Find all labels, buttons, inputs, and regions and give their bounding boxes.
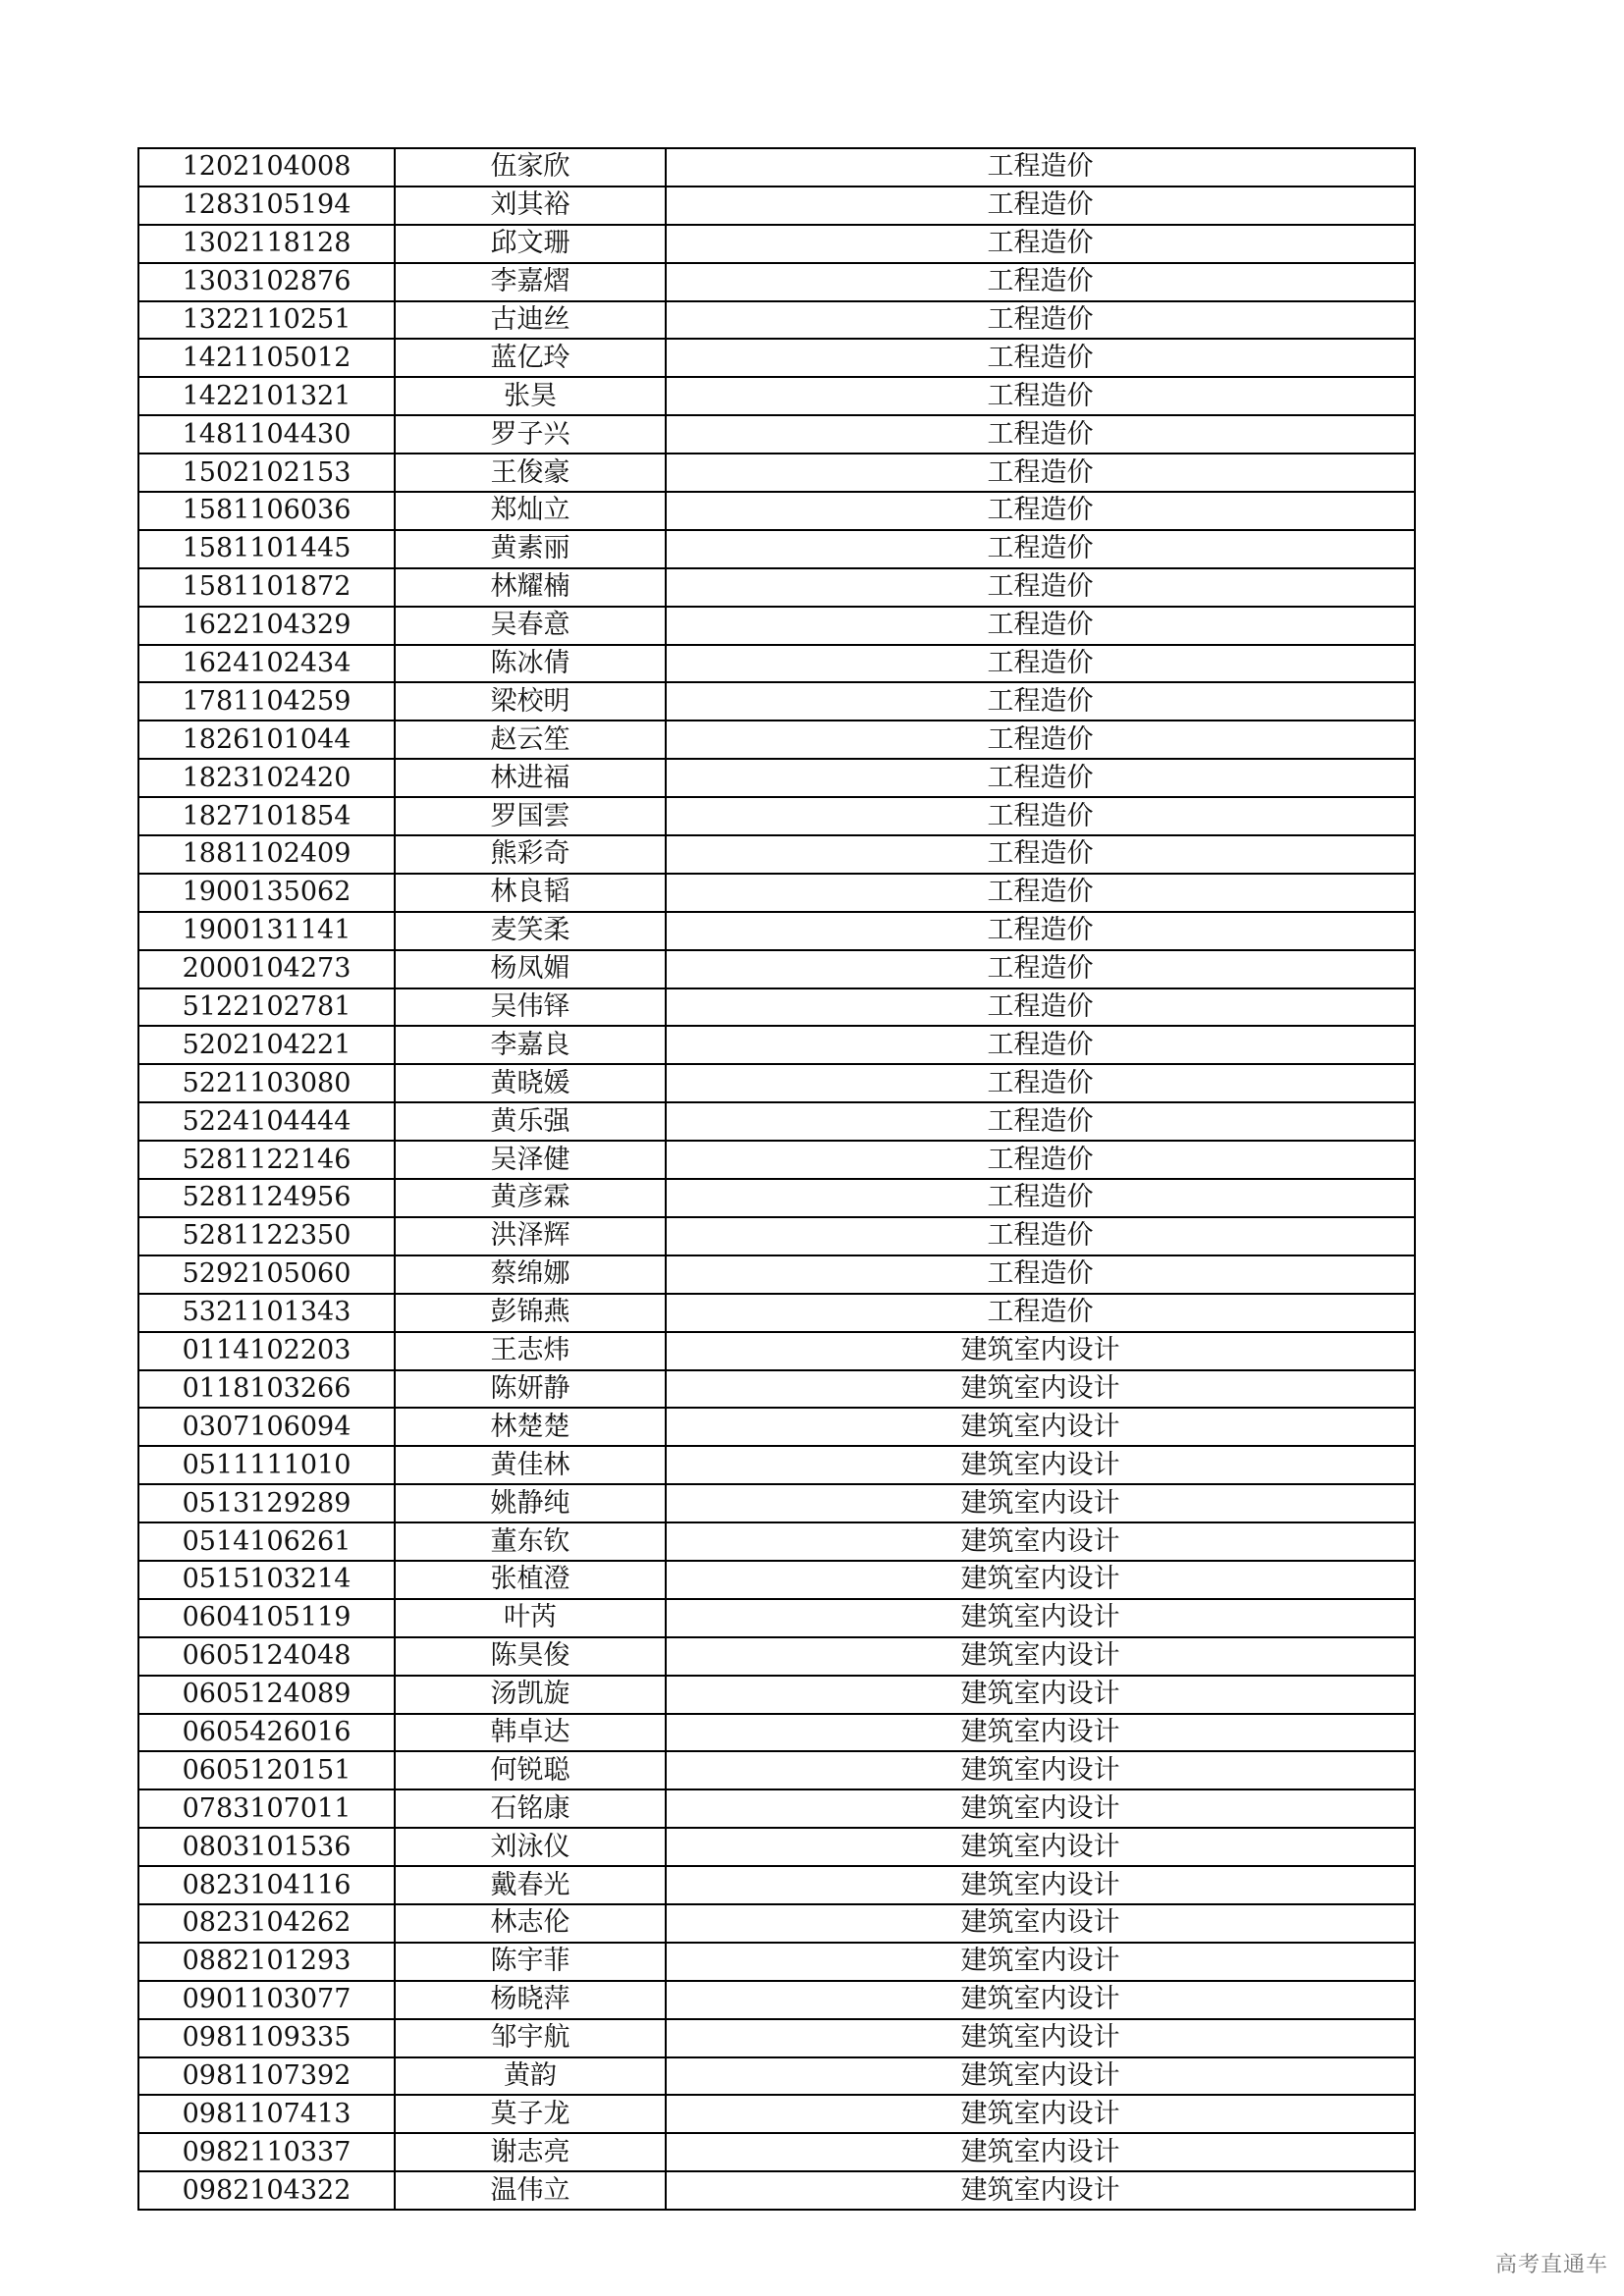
student-name-cell: 邱文珊: [395, 225, 666, 263]
table-row: [138, 988, 1415, 1027]
table-row: [138, 1561, 1415, 1599]
student-name-cell: 戴春光: [395, 1866, 666, 1904]
student-id-cell: 1303102876: [138, 263, 395, 301]
major-cell: 建筑室内设计: [666, 1370, 1415, 1409]
student-name-cell: 董东钦: [395, 1522, 666, 1561]
student-name-cell: 刘其裕: [395, 187, 666, 225]
table-row: [138, 2019, 1415, 2057]
student-name-cell: 张植澄: [395, 1561, 666, 1599]
major-cell: 工程造价: [666, 263, 1415, 301]
major-cell: 工程造价: [666, 1026, 1415, 1064]
student-id-cell: 5122102781: [138, 988, 395, 1027]
student-name-cell: 张昊: [395, 377, 666, 415]
table-row: [138, 1637, 1415, 1676]
student-name-cell: 温伟立: [395, 2171, 666, 2210]
student-name-cell: 林良韬: [395, 874, 666, 912]
major-cell: 建筑室内设计: [666, 1332, 1415, 1370]
admission-table: [137, 147, 1416, 2211]
student-id-cell: 5224104444: [138, 1102, 395, 1141]
student-name-cell: 赵云笙: [395, 721, 666, 759]
student-name-cell: 彭锦燕: [395, 1294, 666, 1332]
major-cell: 工程造价: [666, 645, 1415, 683]
major-cell: 建筑室内设计: [666, 1522, 1415, 1561]
table-row: [138, 1714, 1415, 1752]
table-row: [138, 2057, 1415, 2096]
major-cell: 建筑室内设计: [666, 1484, 1415, 1522]
student-id-cell: 1581101872: [138, 568, 395, 607]
table-row: [138, 721, 1415, 759]
table-row: [138, 530, 1415, 568]
student-name-cell: 黄乐强: [395, 1102, 666, 1141]
student-name-cell: 李嘉熠: [395, 263, 666, 301]
table-row: [138, 187, 1415, 225]
table-row: [138, 1064, 1415, 1102]
major-cell: 建筑室内设计: [666, 2057, 1415, 2096]
table-row: [138, 1408, 1415, 1446]
table-row: [138, 415, 1415, 454]
student-name-cell: 伍家欣: [395, 148, 666, 187]
student-name-cell: 洪泽辉: [395, 1217, 666, 1255]
student-name-cell: 吴泽健: [395, 1141, 666, 1179]
major-cell: 工程造价: [666, 568, 1415, 607]
major-cell: 工程造价: [666, 377, 1415, 415]
major-cell: 工程造价: [666, 148, 1415, 187]
student-id-cell: 1422101321: [138, 377, 395, 415]
table-row: [138, 607, 1415, 645]
table-row: [138, 1789, 1415, 1828]
student-name-cell: 莫子龙: [395, 2095, 666, 2133]
table-row: [138, 225, 1415, 263]
major-cell: 工程造价: [666, 1294, 1415, 1332]
student-id-cell: 0823104116: [138, 1866, 395, 1904]
table-row: [138, 2171, 1415, 2210]
student-name-cell: 谢志亮: [395, 2133, 666, 2171]
table-row: [138, 682, 1415, 721]
table-row: [138, 148, 1415, 187]
major-cell: 工程造价: [666, 874, 1415, 912]
student-id-cell: 0604105119: [138, 1599, 395, 1637]
table-row: [138, 2095, 1415, 2133]
student-id-cell: 5281124956: [138, 1179, 395, 1217]
student-name-cell: 黄彦霖: [395, 1179, 666, 1217]
student-id-cell: 5321101343: [138, 1294, 395, 1332]
major-cell: 工程造价: [666, 988, 1415, 1027]
major-cell: 工程造价: [666, 492, 1415, 530]
major-cell: 建筑室内设计: [666, 1789, 1415, 1828]
student-id-cell: 1502102153: [138, 454, 395, 492]
student-name-cell: 王俊豪: [395, 454, 666, 492]
table-row: [138, 645, 1415, 683]
major-cell: 建筑室内设计: [666, 1637, 1415, 1676]
table-row: [138, 1676, 1415, 1714]
major-cell: 建筑室内设计: [666, 1599, 1415, 1637]
major-cell: 工程造价: [666, 1255, 1415, 1294]
student-id-cell: 1826101044: [138, 721, 395, 759]
table-row: [138, 1102, 1415, 1141]
major-cell: 工程造价: [666, 187, 1415, 225]
major-cell: 建筑室内设计: [666, 1943, 1415, 1981]
major-cell: 工程造价: [666, 912, 1415, 950]
table-row: [138, 301, 1415, 340]
student-name-cell: 吴春意: [395, 607, 666, 645]
student-id-cell: 1823102420: [138, 759, 395, 797]
table-row: [138, 1217, 1415, 1255]
student-name-cell: 陈昊俊: [395, 1637, 666, 1676]
student-id-cell: 0981107392: [138, 2057, 395, 2096]
table-row: [138, 568, 1415, 607]
student-name-cell: 石铭康: [395, 1789, 666, 1828]
student-id-cell: 0823104262: [138, 1904, 395, 1943]
major-cell: 建筑室内设计: [666, 1561, 1415, 1599]
student-id-cell: 1481104430: [138, 415, 395, 454]
student-name-cell: 杨晓萍: [395, 1981, 666, 2019]
student-id-cell: 5292105060: [138, 1255, 395, 1294]
table-row: [138, 759, 1415, 797]
major-cell: 建筑室内设计: [666, 1446, 1415, 1484]
student-name-cell: 何锐聪: [395, 1751, 666, 1789]
student-name-cell: 陈宇菲: [395, 1943, 666, 1981]
student-id-cell: 0114102203: [138, 1332, 395, 1370]
student-id-cell: 0514106261: [138, 1522, 395, 1561]
table-row: [138, 912, 1415, 950]
student-name-cell: 郑灿立: [395, 492, 666, 530]
major-cell: 建筑室内设计: [666, 1676, 1415, 1714]
table-row: [138, 339, 1415, 377]
student-id-cell: 0901103077: [138, 1981, 395, 2019]
student-name-cell: 林耀楠: [395, 568, 666, 607]
table-row: [138, 454, 1415, 492]
table-row: [138, 1904, 1415, 1943]
student-name-cell: 叶芮: [395, 1599, 666, 1637]
table-row: [138, 1599, 1415, 1637]
table-row: [138, 797, 1415, 835]
student-id-cell: 0882101293: [138, 1943, 395, 1981]
table-row: [138, 1332, 1415, 1370]
student-id-cell: 0982104322: [138, 2171, 395, 2210]
student-id-cell: 0515103214: [138, 1561, 395, 1599]
major-cell: 工程造价: [666, 721, 1415, 759]
student-name-cell: 姚静纯: [395, 1484, 666, 1522]
student-id-cell: 0118103266: [138, 1370, 395, 1409]
student-name-cell: 梁校明: [395, 682, 666, 721]
table-row: [138, 2133, 1415, 2171]
major-cell: 建筑室内设计: [666, 1981, 1415, 2019]
student-name-cell: 汤凯旋: [395, 1676, 666, 1714]
student-id-cell: 1202104008: [138, 148, 395, 187]
student-id-cell: 1781104259: [138, 682, 395, 721]
major-cell: 工程造价: [666, 950, 1415, 988]
table-row: [138, 950, 1415, 988]
major-cell: 建筑室内设计: [666, 2133, 1415, 2171]
student-id-cell: 0605120151: [138, 1751, 395, 1789]
major-cell: 工程造价: [666, 530, 1415, 568]
table-row: [138, 1522, 1415, 1561]
student-id-cell: 1302118128: [138, 225, 395, 263]
major-cell: 工程造价: [666, 415, 1415, 454]
student-name-cell: 黄佳林: [395, 1446, 666, 1484]
table-row: [138, 835, 1415, 874]
table-row: [138, 1943, 1415, 1981]
student-id-cell: 2000104273: [138, 950, 395, 988]
major-cell: 工程造价: [666, 1064, 1415, 1102]
student-id-cell: 0981107413: [138, 2095, 395, 2133]
major-cell: 工程造价: [666, 797, 1415, 835]
student-id-cell: 1283105194: [138, 187, 395, 225]
student-id-cell: 1581101445: [138, 530, 395, 568]
student-name-cell: 黄素丽: [395, 530, 666, 568]
student-id-cell: 1881102409: [138, 835, 395, 874]
student-id-cell: 1581106036: [138, 492, 395, 530]
student-id-cell: 1900131141: [138, 912, 395, 950]
student-id-cell: 0783107011: [138, 1789, 395, 1828]
student-id-cell: 5281122146: [138, 1141, 395, 1179]
student-name-cell: 王志炜: [395, 1332, 666, 1370]
major-cell: 建筑室内设计: [666, 1751, 1415, 1789]
student-name-cell: 黄韵: [395, 2057, 666, 2096]
student-name-cell: 罗子兴: [395, 415, 666, 454]
major-cell: 建筑室内设计: [666, 1866, 1415, 1904]
student-id-cell: 1900135062: [138, 874, 395, 912]
major-cell: 工程造价: [666, 1141, 1415, 1179]
student-id-cell: 1322110251: [138, 301, 395, 340]
table-row: [138, 1751, 1415, 1789]
watermark-text: 高考直通车: [1494, 2253, 1608, 2277]
student-id-cell: 1421105012: [138, 339, 395, 377]
student-name-cell: 麦笑柔: [395, 912, 666, 950]
table-row: [138, 1828, 1415, 1866]
major-cell: 建筑室内设计: [666, 2095, 1415, 2133]
table-row: [138, 874, 1415, 912]
table-row: [138, 1866, 1415, 1904]
student-name-cell: 林进福: [395, 759, 666, 797]
student-id-cell: 0513129289: [138, 1484, 395, 1522]
student-id-cell: 0981109335: [138, 2019, 395, 2057]
student-name-cell: 林志伦: [395, 1904, 666, 1943]
student-id-cell: 0307106094: [138, 1408, 395, 1446]
student-name-cell: 刘泳仪: [395, 1828, 666, 1866]
major-cell: 工程造价: [666, 607, 1415, 645]
student-id-cell: 0605124089: [138, 1676, 395, 1714]
table-row: [138, 1179, 1415, 1217]
major-cell: 建筑室内设计: [666, 2171, 1415, 2210]
student-name-cell: 熊彩奇: [395, 835, 666, 874]
table-row: [138, 1294, 1415, 1332]
student-name-cell: 吴伟铎: [395, 988, 666, 1027]
student-id-cell: 0803101536: [138, 1828, 395, 1866]
table-row: [138, 377, 1415, 415]
student-id-cell: 1827101854: [138, 797, 395, 835]
table-row: [138, 1446, 1415, 1484]
student-name-cell: 韩卓达: [395, 1714, 666, 1752]
student-name-cell: 蔡绵娜: [395, 1255, 666, 1294]
table-row: [138, 1484, 1415, 1522]
major-cell: 建筑室内设计: [666, 2019, 1415, 2057]
table-row: [138, 492, 1415, 530]
student-name-cell: 罗国雲: [395, 797, 666, 835]
major-cell: 工程造价: [666, 835, 1415, 874]
major-cell: 工程造价: [666, 301, 1415, 340]
major-cell: 工程造价: [666, 225, 1415, 263]
table-row: [138, 1370, 1415, 1409]
student-id-cell: 1622104329: [138, 607, 395, 645]
student-name-cell: 陈妍静: [395, 1370, 666, 1409]
major-cell: 工程造价: [666, 454, 1415, 492]
major-cell: 建筑室内设计: [666, 1408, 1415, 1446]
major-cell: 工程造价: [666, 759, 1415, 797]
major-cell: 建筑室内设计: [666, 1828, 1415, 1866]
student-id-cell: 0511111010: [138, 1446, 395, 1484]
table-row: [138, 1255, 1415, 1294]
student-id-cell: 1624102434: [138, 645, 395, 683]
student-id-cell: 5202104221: [138, 1026, 395, 1064]
student-name-cell: 蓝亿玲: [395, 339, 666, 377]
student-id-cell: 5221103080: [138, 1064, 395, 1102]
admission-table-body: [138, 148, 1415, 2210]
student-name-cell: 林楚楚: [395, 1408, 666, 1446]
student-name-cell: 陈冰倩: [395, 645, 666, 683]
major-cell: 工程造价: [666, 339, 1415, 377]
student-name-cell: 杨凤媚: [395, 950, 666, 988]
student-name-cell: 古迪丝: [395, 301, 666, 340]
student-id-cell: 0605124048: [138, 1637, 395, 1676]
student-name-cell: 邹宇航: [395, 2019, 666, 2057]
major-cell: 建筑室内设计: [666, 1714, 1415, 1752]
student-name-cell: 黄晓媛: [395, 1064, 666, 1102]
major-cell: 工程造价: [666, 1102, 1415, 1141]
table-row: [138, 263, 1415, 301]
student-id-cell: 0982110337: [138, 2133, 395, 2171]
student-id-cell: 5281122350: [138, 1217, 395, 1255]
major-cell: 建筑室内设计: [666, 1904, 1415, 1943]
student-name-cell: 李嘉良: [395, 1026, 666, 1064]
major-cell: 工程造价: [666, 1217, 1415, 1255]
table-row: [138, 1981, 1415, 2019]
table-row: [138, 1141, 1415, 1179]
student-id-cell: 0605426016: [138, 1714, 395, 1752]
table-row: [138, 1026, 1415, 1064]
major-cell: 工程造价: [666, 682, 1415, 721]
major-cell: 工程造价: [666, 1179, 1415, 1217]
